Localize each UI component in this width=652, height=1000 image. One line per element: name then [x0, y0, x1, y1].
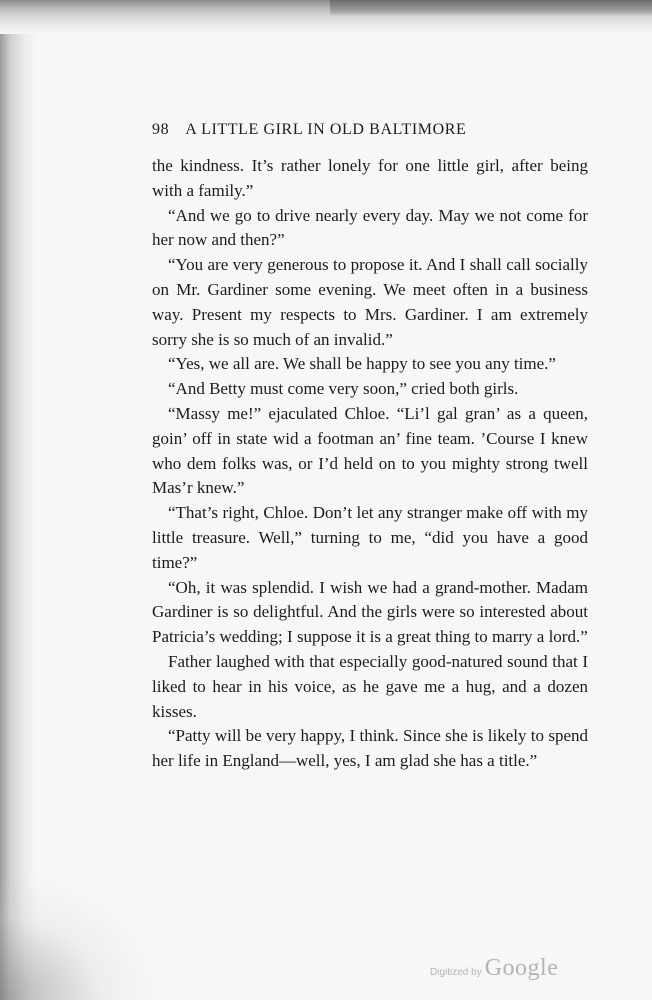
- binding-shadow-left: [0, 0, 36, 1000]
- paragraph: “And we go to drive nearly every day. May we not come for her now and then?”: [152, 205, 588, 250]
- body-text: [152, 154, 588, 774]
- paragraph: “Yes, we all are. We shall be happy to see you any time.”: [168, 354, 556, 374]
- page-edge-top: [330, 0, 652, 16]
- running-title: A LITTLE GIRL IN OLD BALTIMORE: [185, 121, 467, 138]
- book-page: [152, 118, 588, 774]
- watermark-prefix: Digitized by: [430, 967, 482, 978]
- paragraph: “You are very generous to propose it. And I shall call socially on Mr. Gardiner some evening. We meet often in a business way. Present my respects to Mrs. Gardiner. I am extremely sorry she is so much of an invalid.”: [152, 255, 588, 349]
- page-number: 98: [152, 121, 170, 138]
- paragraph: Father laughed with that especially good-natured sound that I liked to hear in his voice, as he gave me a hug, and a dozen kisses.: [152, 651, 588, 721]
- google-logo: Google: [484, 955, 559, 981]
- paragraph: “That’s right, Chloe. Don’t let any stranger make off with my little treasure. Well,” turning to me, “did you have a good time?”: [152, 503, 588, 572]
- paragraph: “Patty will be very happy, I think. Since she is likely to spend her life in England—well, yes, I am glad she has a title.”: [152, 726, 588, 771]
- running-head: [152, 118, 588, 144]
- paragraph: “Massy me!” ejaculated Chloe. “Li’l gal gran’ as a queen, goin’ off in state wid a footman an’ fine team. ’Course I knew who dem folks was, or I’d held on to you mighty strong twell Mas’r knew.”: [152, 403, 588, 498]
- digitized-watermark: [430, 955, 558, 982]
- paragraph: “Oh, it was splendid. I wish we had a grand-mother. Madam Gardiner is so delightful. And the girls were so interested about Patricia’s wedding; I suppose it is a great thing to marry a lord.”: [152, 577, 588, 647]
- paragraph: the kindness. It’s rather lonely for one little girl, after being with a family.”: [152, 156, 588, 200]
- paragraph: “And Betty must come very soon,” cried both girls.: [168, 379, 519, 399]
- thumb-shadow: [0, 870, 160, 1000]
